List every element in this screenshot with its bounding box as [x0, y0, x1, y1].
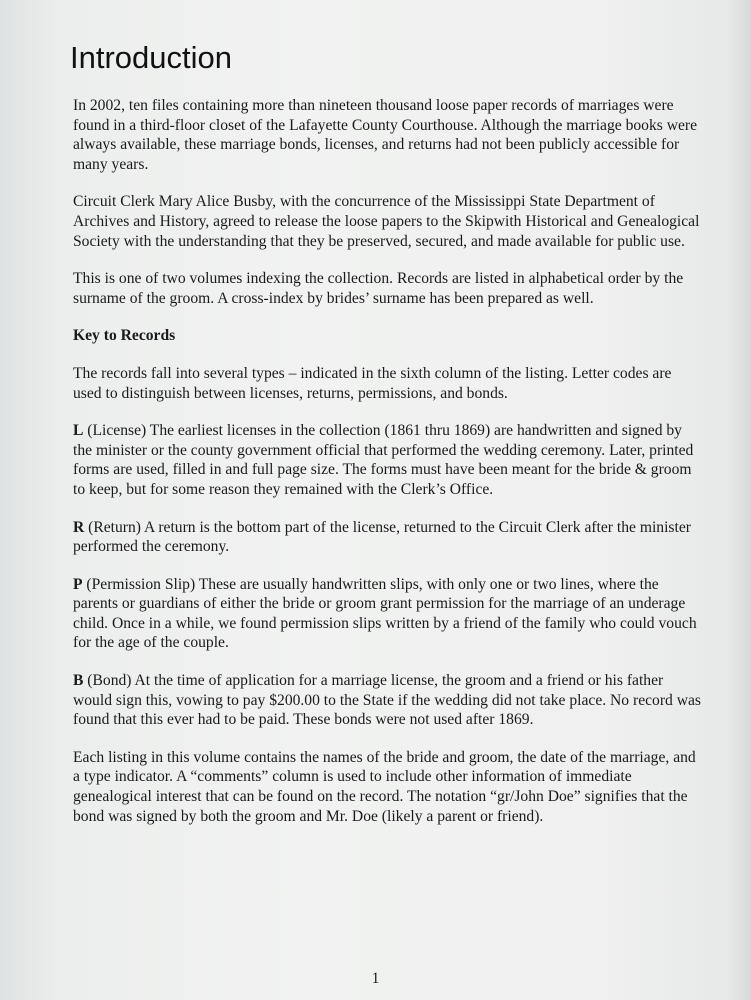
key-to-records-heading: Key to Records — [73, 327, 176, 345]
paragraph-volumes: This is one of two volumes indexing the collection. Records are listed in alphabetical order by the surname of the groom. A cross-index by brides’ surname has been prepared as well. — [73, 270, 684, 307]
paragraph-license — [73, 421, 703, 499]
paragraph-release: Circuit Clerk Mary Alice Busby, with the concurrence of the Mississippi State Department of Archives and History, agreed to release the loose papers to the Skipwith Historical and Genealogical Society with the understanding that they be preserved, secured, and made available for public use. — [73, 193, 700, 250]
bond-code: B — [73, 672, 84, 690]
license-code: L — [73, 422, 84, 440]
page-title: Introduction — [70, 40, 232, 75]
paragraph-record-types: The records fall into several types – indicated in the sixth column of the listing. Letter codes are used to distinguish between licenses, returns, permissions, and bonds. — [73, 364, 672, 402]
page-number: 1 — [371, 970, 380, 987]
paragraph-return — [73, 518, 703, 557]
paragraph-bond — [73, 671, 703, 730]
paragraph-permission — [73, 575, 703, 653]
body-text — [73, 96, 703, 844]
page-edge-shadow — [727, 0, 751, 1000]
permission-description: (Permission Slip) These are usually handwritten slips, with only one or two lines, where the parents or guardians of either the bride or groom grant permission for the marriage of an underage child. Once in a while, we found permission slips written by a friend of the family who could vouch for the age of the couple. — [73, 575, 697, 652]
bond-description: (Bond) At the time of application for a marriage license, the groom and a friend or his father would sign this, vowing to pay $200.00 to the State if the wedding did not take place. No record was found that this ever had to be paid. These bonds were not used after 1869. — [73, 672, 701, 729]
license-description: (License) The earliest licenses in the collection (1861 thru 1869) are handwritten and signed by the minister or the county government official that performed the wedding ceremony. Later, printed forms are used, filled in and full page size. The forms must have been meant for the bride & groom to keep, but for some reason they remained with the Clerk’s Office. — [73, 422, 694, 498]
paragraph-discovery: In 2002, ten files containing more than nineteen thousand loose paper records of marriages were found in a third-floor closet of the Lafayette County Courthouse. Although the marriage books were always available, these marriage bonds, licenses, and returns had not been publicly accessible for many years. — [73, 97, 698, 173]
return-description: (Return) A return is the bottom part of the license, returned to the Circuit Clerk after the minister performed the ceremony. — [73, 518, 691, 556]
permission-code: P — [73, 575, 83, 593]
return-code: R — [73, 518, 85, 536]
paragraph-listing-format: Each listing in this volume contains the names of the bride and groom, the date of the marriage, and a type indicator. A “comments” column is used to include other information of immediate genealogical interest that can be found on the record. The notation “gr/John Doe” signifies that the bond was signed by both the groom and Mr. Doe (likely a parent or friend). — [73, 748, 696, 825]
